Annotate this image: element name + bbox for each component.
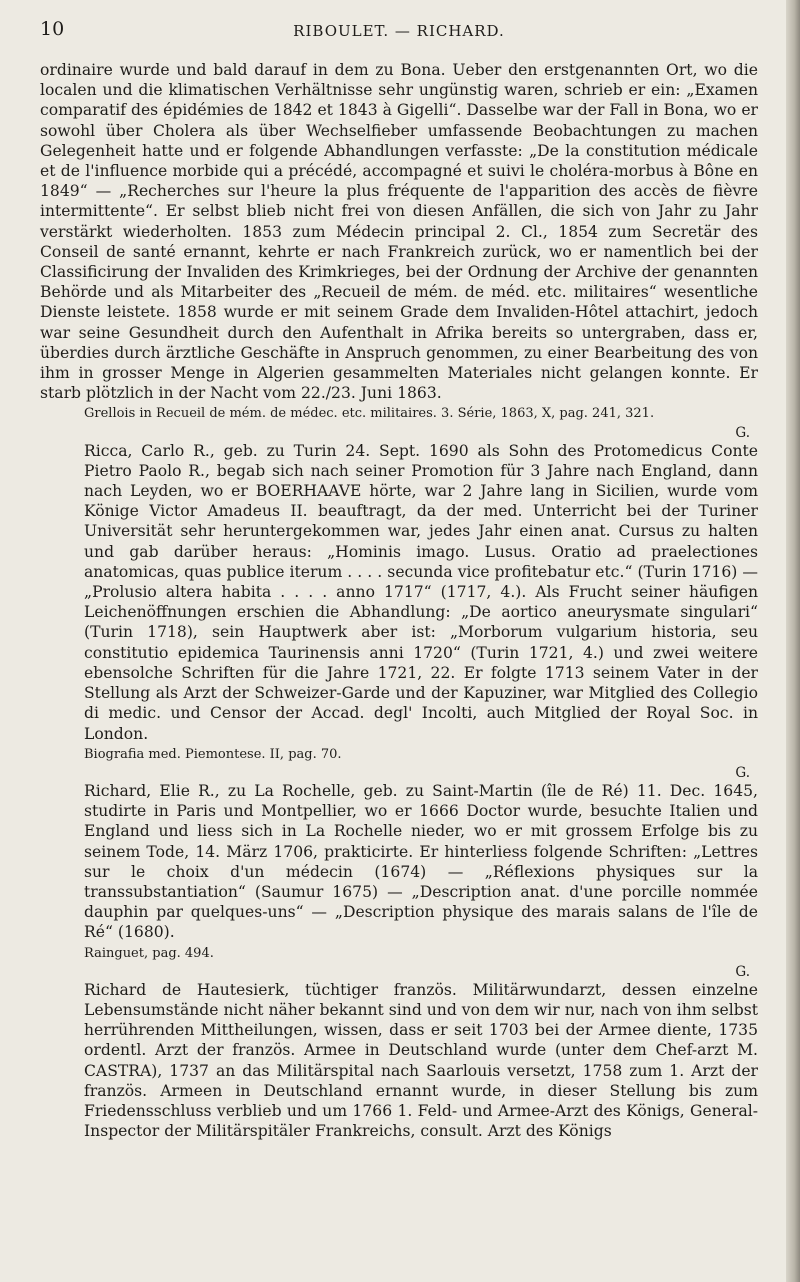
source-citation: Rainguet, pag. 494. [84, 945, 214, 961]
author-initial: G. [735, 424, 750, 441]
source-citation: Biografia med. Piemontese. II, pag. 70. [84, 746, 342, 762]
source-citation: Grellois in Recueil de mém. de médec. etc. militaires. 3. Série, 1863, X, pag. 241, 321. [84, 406, 655, 422]
page-header [40, 18, 758, 46]
page-number: 10 [40, 18, 65, 40]
page-body [40, 60, 758, 1141]
entry-riboulet-continued: ordinaire wurde und bald darauf in dem zu Bona. Ueber den erstgenannten Ort, wo die localen und die klimatischen Verhältnisse sehr ungünstig waren, schrieb er ein: „Examen comparatif des épidémies de 1842 et 1843 à Gigelli“. Dasselbe war der Fall in Bona, wo er sowohl über Cholera als über Wechselfieber umfassende Beobachtungen zu machen Gelegenheit hatte und er folgende Abhandlungen verfasste: „De la constitution médicale et de l'influence morbide qui a précédé, accompagné et suivi le choléra-morbus à Bône en 1849“ — „Recherches sur l'heure la plus fréquente de l'apparition des accès de fièvre intermittente“. Er selbst blieb nicht frei von diesen Anfällen, die sich von Jahr zu Jahr verstärkt wiederholten. 1853 zum Médecin principal 2. Cl., 1854 zum Secretär des Conseil de santé ernannt, kehrte er nach Frankreich zurück, wo er namentlich bei der Classificirung der Invaliden des Krimkrieges, bei der Ordnung der Archive der genannten Behörde und als Mitarbeiter des „Recueil de mém. de méd. etc. militaires“ wesentliche Dienste leistete. 1858 wurde er mit seinem Grade dem Invaliden-Hôtel attachirt, jedoch war seine Gesundheit durch den Aufenthalt in Afrika bereits so untergraben, dass er, überdies durch ärztliche Geschäfte in Anspruch genommen, zu einer Bearbeitung des von ihm in grosser Menge in Algerien gesammelten Materiales nicht gelangen konnte. Er starb plötzlich in der Nacht vom 22./23. Juni 1863. [40, 61, 758, 403]
running-head: RIBOULET. — RICHARD. [293, 22, 505, 40]
author-initial: G. [735, 963, 750, 980]
book-spine-edge [786, 0, 800, 1282]
entry-richard-elie: Richard, Elie R., zu La Rochelle, geb. zu Saint-Martin (île de Ré) 11. Dec. 1645, studirte in Paris und Montpellier, wo er 1666 Doctor wurde, besuchte Italien und England und liess sich in La Rochelle nieder, wo er mit grossem Erfolge bis zu seinem Tode, 14. März 1706, prakticirte. Er hinterliess folgende Schriften: „Lettres sur le choix d'un médecin (1674) — „Réflexions physiques sur la transsubstantiation“ (Saumur 1675) — „Description anat. d'une porcille nommée dauphin par quelques-uns“ — „Description physique des marais salans de l'île de Ré“ (1680). [84, 781, 758, 942]
entry-ricca: Ricca, Carlo R., geb. zu Turin 24. Sept. 1690 als Sohn des Protomedicus Conte Pietro Paolo R., begab sich nach seiner Promotion für 3 Jahre nach England, dann nach Leyden, wo er BOERHAAVE hörte, war 2 Jahre lang in Sicilien, wurde vom Könige Victor Amadeus II. beauftragt, da der med. Unterricht bei der Turiner Universität sehr heruntergekommen war, jedes Jahr einen anat. Cursus zu halten und gab darüber heraus: „Hominis imago. Lusus. Oratio ad praelectiones anatomicas, quas publice iterum . . . . secunda vice profitebatur etc.“ (Turin 1716) — „Prolusio altera habita . . . . anno 1717“ (1717, 4.). Als Frucht seiner häufigen Leichenöffnungen erschien die Abhandlung: „De aortico aneurysmate singulari“ (Turin 1718), sein Hauptwerk aber ist: „Morborum vulgarium historia, seu constitutio epidemica Taurinensis anni 1720“ (Turin 1721, 4.) und zwei weitere ebensolche Schriften für die Jahre 1721, 22. Er folgte 1713 seinem Vater in der Stellung als Arzt der Schweizer-Garde und der Kapuziner, war Mitglied des Collegio di medic. und Censor der Accad. degl' Incolti, auch Mitglied der Royal Soc. in London. [84, 441, 758, 743]
entry-richard-de-hautesierk: Richard de Hautesierk, tüchtiger französ. Militärwundarzt, dessen einzelne Lebensumstände nicht näher bekannt sind und von dem wir nur, nach von ihm selbst herrührenden Mittheilungen, wissen, dass er seit 1703 bei der Armee diente, 1735 ordentl. Arzt der französ. Armee in Deutschland wurde (unter dem Chef-arzt M. CASTRA), 1737 an das Militärspital nach Saarlouis versetzt, 1758 zum 1. Arzt der französ. Armeen in Deutschland ernannt wurde, in dieser Stellung bis zum Friedensschluss verblieb und um 1766 1. Feld- und Armee-Arzt des Königs, General-Inspector der Militärspitäler Frankreichs, consult. Arzt des Königs [84, 980, 758, 1141]
author-initial: G. [735, 764, 750, 781]
